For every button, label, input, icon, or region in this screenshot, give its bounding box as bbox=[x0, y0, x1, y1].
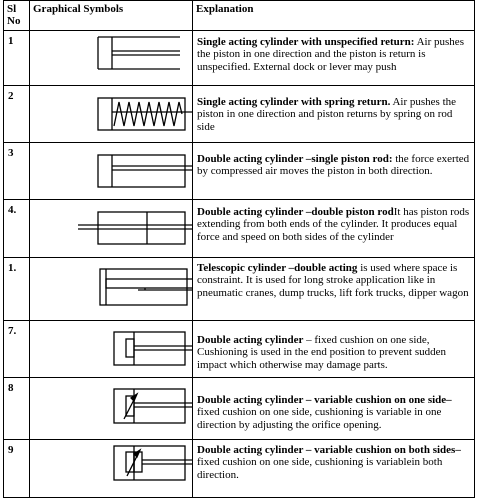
row-title: Double acting cylinder –single piston rod: bbox=[197, 153, 393, 165]
single-acting-spring-return-symbol bbox=[30, 86, 193, 142]
explanation-cell bbox=[193, 258, 475, 321]
table-row bbox=[4, 321, 475, 378]
symbols-table bbox=[3, 0, 475, 498]
symbol-cell bbox=[30, 143, 193, 200]
row-title: Double acting cylinder –double piston rod bbox=[197, 206, 394, 218]
row-description: fixed cushion on one side, cushioning is variable in one direction by adjusting the orifice opening. bbox=[197, 406, 442, 431]
row-description: fixed cushion on one side, cushioning is variablein both direction. bbox=[197, 456, 443, 481]
row-number: 4. bbox=[4, 200, 30, 258]
row-description: – fixed cushion on one side, Cushioning is used in the end position to prevent sudden impact which otherwise may damage parts. bbox=[197, 334, 447, 371]
row-description: the force exerted by compressed air moves the piston in both direction. bbox=[197, 153, 470, 178]
symbol-cell bbox=[30, 200, 193, 258]
row-number: 1. bbox=[4, 258, 30, 321]
row-title: Double acting cylinder – variable cushion on one side– bbox=[197, 394, 452, 406]
symbol-cell bbox=[30, 86, 193, 143]
header-explanation: Explanation bbox=[193, 1, 475, 31]
row-description: Air pushes the piston in one direction and piston returns by spring on rod side bbox=[197, 96, 457, 133]
row-title: Double acting cylinder – variable cushion on both sides– bbox=[197, 444, 461, 456]
double-acting-single-rod-symbol bbox=[30, 143, 193, 199]
row-number: 8 bbox=[4, 378, 30, 440]
table-row bbox=[4, 143, 475, 200]
row-title: Single acting cylinder with spring return. bbox=[197, 96, 391, 108]
symbol-cell bbox=[30, 31, 193, 86]
header-sl-no: Sl No bbox=[4, 1, 30, 31]
explanation-cell bbox=[193, 321, 475, 378]
fixed-cushion-one-side-symbol bbox=[30, 321, 193, 377]
row-description: It has piston rods extending from both ends of the cylinder. It produces equal force and speed on both sides of the cylinder bbox=[197, 206, 470, 243]
row-number: 1 bbox=[4, 31, 30, 86]
variable-cushion-one-side-symbol bbox=[30, 378, 193, 439]
row-number: 9 bbox=[4, 440, 30, 498]
table-row bbox=[4, 378, 475, 440]
row-title: Telescopic cylinder –double acting bbox=[197, 262, 358, 274]
variable-cushion-both-sides-symbol bbox=[30, 440, 193, 497]
symbol-cell bbox=[30, 378, 193, 440]
telescopic-cylinder-symbol bbox=[30, 258, 193, 320]
explanation-cell bbox=[193, 378, 475, 440]
explanation-cell bbox=[193, 31, 475, 86]
table-row bbox=[4, 86, 475, 143]
table-row bbox=[4, 258, 475, 321]
row-title: Single acting cylinder with unspecified return: bbox=[197, 36, 415, 48]
row-number: 7. bbox=[4, 321, 30, 378]
header-row bbox=[4, 1, 475, 31]
table-row bbox=[4, 440, 475, 498]
double-acting-double-rod-symbol bbox=[30, 200, 193, 257]
explanation-cell bbox=[193, 86, 475, 143]
row-number: 3 bbox=[4, 143, 30, 200]
row-number: 2 bbox=[4, 86, 30, 143]
table-row bbox=[4, 31, 475, 86]
explanation-cell bbox=[193, 200, 475, 258]
symbol-cell bbox=[30, 440, 193, 498]
row-title: Double acting cylinder bbox=[197, 334, 304, 346]
explanation-cell bbox=[193, 440, 475, 498]
table-row bbox=[4, 200, 475, 258]
symbol-cell bbox=[30, 258, 193, 321]
header-graphical-symbols: Graphical Symbols bbox=[30, 1, 193, 31]
symbol-cell bbox=[30, 321, 193, 378]
row-description: is used where space is constraint. It is used for long stroke application like in pneumatic cranes, dump trucks, lift fork trucks, dipper wagon bbox=[197, 262, 469, 299]
single-acting-unspecified-return-symbol bbox=[30, 31, 193, 85]
explanation-cell bbox=[193, 143, 475, 200]
row-description: Air pushes the piston in one direction and the piston is return is unspecified. External dock or lever may push bbox=[197, 36, 464, 73]
